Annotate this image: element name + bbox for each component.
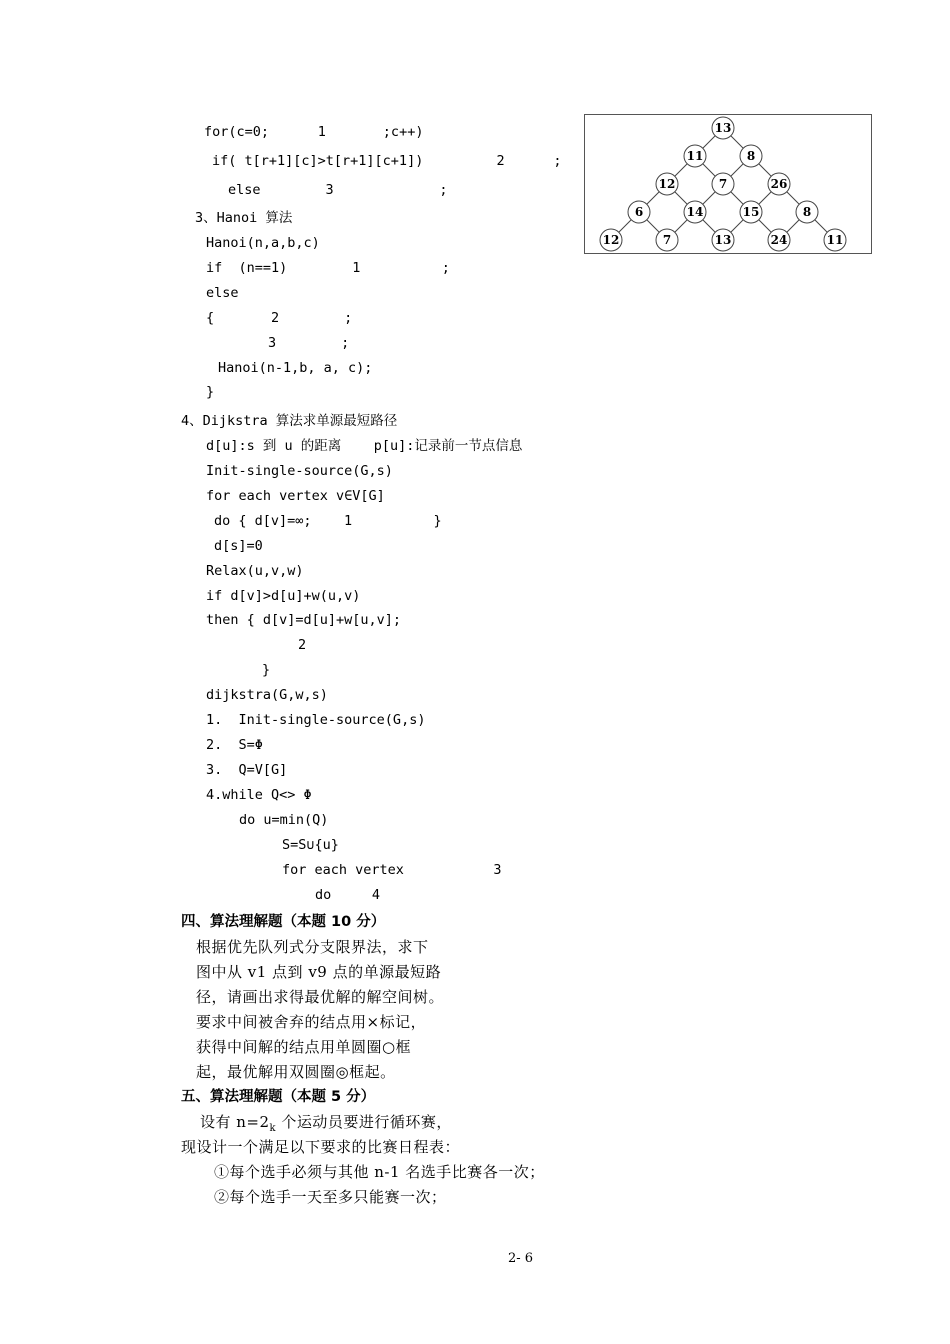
triangle-edge <box>647 220 659 232</box>
paragraph-line: ①每个选手必须与其他 n-1 名选手比赛各一次； <box>214 1163 545 1181</box>
code-line: Hanoi(n-1,b, a, c); <box>218 360 373 376</box>
code-line: else 3 ; <box>228 182 448 198</box>
code-line: do u=min(Q) <box>239 812 329 828</box>
code-line: 2 <box>298 637 307 653</box>
triangle-edge <box>815 220 827 232</box>
triangle-edge <box>759 220 771 232</box>
code-line: do { d[v]=∞; 1 } <box>214 513 442 529</box>
number-triangle-svg <box>585 115 873 255</box>
triangle-edge <box>731 136 743 148</box>
code-line: } <box>262 662 271 678</box>
triangle-edge <box>703 220 715 232</box>
code-line: 1. Init-single-source(G,s) <box>206 712 426 728</box>
triangle-node-value: 11 <box>686 149 704 163</box>
triangle-node-value: 14 <box>686 205 704 219</box>
triangle-node-value: 12 <box>658 177 676 191</box>
code-line: d[u]:s 到 u 的距离 p[u]:记录前一节点信息 <box>206 438 523 454</box>
code-line: S=S∪{u} <box>282 837 339 853</box>
triangle-edge <box>759 192 771 204</box>
triangle-edge <box>787 220 799 232</box>
paragraph-line: ②每个选手一天至多只能赛一次； <box>214 1188 447 1206</box>
triangle-edge <box>703 136 715 148</box>
triangle-edge <box>731 192 743 204</box>
triangle-edge <box>703 164 715 176</box>
text-fragment: 设有 n=2 <box>200 1113 270 1131</box>
triangle-edge <box>675 164 687 176</box>
triangle-edge <box>731 164 743 176</box>
triangle-node-value: 8 <box>802 205 812 219</box>
section-heading-hanoi: 3、Hanoi 算法 <box>195 210 293 226</box>
code-line: then { d[v]=d[u]+w[u,v]; <box>206 612 402 628</box>
code-line: if d[v]>d[u]+w(u,v) <box>206 588 361 604</box>
code-line: for each vertex v∈V[G] <box>206 488 385 504</box>
code-line: do 4 <box>315 887 381 903</box>
triangle-node-value: 8 <box>746 149 756 163</box>
triangle-node-value: 24 <box>770 233 788 247</box>
triangle-edge <box>731 220 743 232</box>
code-line: { 2 ; <box>206 310 353 326</box>
code-line: 4.while Q<> Φ <box>206 787 312 803</box>
paragraph-line: 根据优先队列式分支限界法，求下 <box>196 938 429 956</box>
code-line: 3. Q=V[G] <box>206 762 288 778</box>
triangle-node-value: 12 <box>602 233 620 247</box>
section-heading-dijkstra: 4、Dijkstra 算法求单源最短路径 <box>181 413 398 429</box>
code-line: Relax(u,v,w) <box>206 563 304 579</box>
paragraph-line: 现设计一个满足以下要求的比赛日程表： <box>181 1138 461 1156</box>
triangle-node-value: 7 <box>662 233 672 247</box>
section-4-title: 四、算法理解题（本题 10 分） <box>181 914 386 930</box>
paragraph-line: 起，最优解用双圆圈◎框起。 <box>196 1063 396 1081</box>
number-triangle-figure <box>584 114 872 254</box>
paragraph-line: 要求中间被舍弃的结点用×标记， <box>196 1013 427 1031</box>
code-line: for(c=0; 1 ;c++) <box>204 124 424 140</box>
triangle-edge <box>675 220 687 232</box>
code-line: if( t[r+1][c]>t[r+1][c+1]) 2 ; <box>212 153 562 169</box>
code-line: for each vertex 3 <box>282 862 502 878</box>
code-line: if (n==1) 1 ; <box>206 260 450 276</box>
code-line: d[s]=0 <box>214 538 263 554</box>
paragraph-line: 获得中间解的结点用单圆圈○框 <box>196 1038 412 1056</box>
triangle-node-value: 7 <box>718 177 728 191</box>
triangle-edge <box>787 192 799 204</box>
code-line: Init-single-source(G,s) <box>206 463 393 479</box>
code-line: else <box>206 285 239 301</box>
triangle-edge <box>759 164 771 176</box>
code-line: } <box>206 384 215 400</box>
triangle-node-value: 13 <box>714 233 732 247</box>
triangle-edge <box>703 192 715 204</box>
triangle-node-value: 13 <box>714 121 732 135</box>
triangle-edge <box>675 192 687 204</box>
code-line: Hanoi(n,a,b,c) <box>206 235 320 251</box>
page-number: 2- 6 <box>508 1251 534 1266</box>
exponent: k <box>269 1123 277 1134</box>
code-line: 3 ; <box>268 335 350 351</box>
section-5-title: 五、算法理解题（本题 5 分） <box>181 1089 376 1105</box>
triangle-node-value: 26 <box>770 177 788 191</box>
text-fragment: 个运动员要进行循环赛， <box>276 1113 452 1131</box>
paragraph-line: 径，请画出求得最优解的解空间树。 <box>196 988 445 1006</box>
triangle-node-value: 15 <box>742 205 760 219</box>
paragraph-line <box>200 1113 452 1138</box>
code-line: dijkstra(G,w,s) <box>206 687 328 703</box>
paragraph-line: 图中从 v1 点到 v9 点的单源最短路 <box>196 963 442 981</box>
triangle-edge <box>647 192 659 204</box>
triangle-edge <box>619 220 631 232</box>
code-line: 2. S=Φ <box>206 737 263 753</box>
triangle-node-value: 6 <box>634 205 644 219</box>
triangle-node-value: 11 <box>826 233 844 247</box>
